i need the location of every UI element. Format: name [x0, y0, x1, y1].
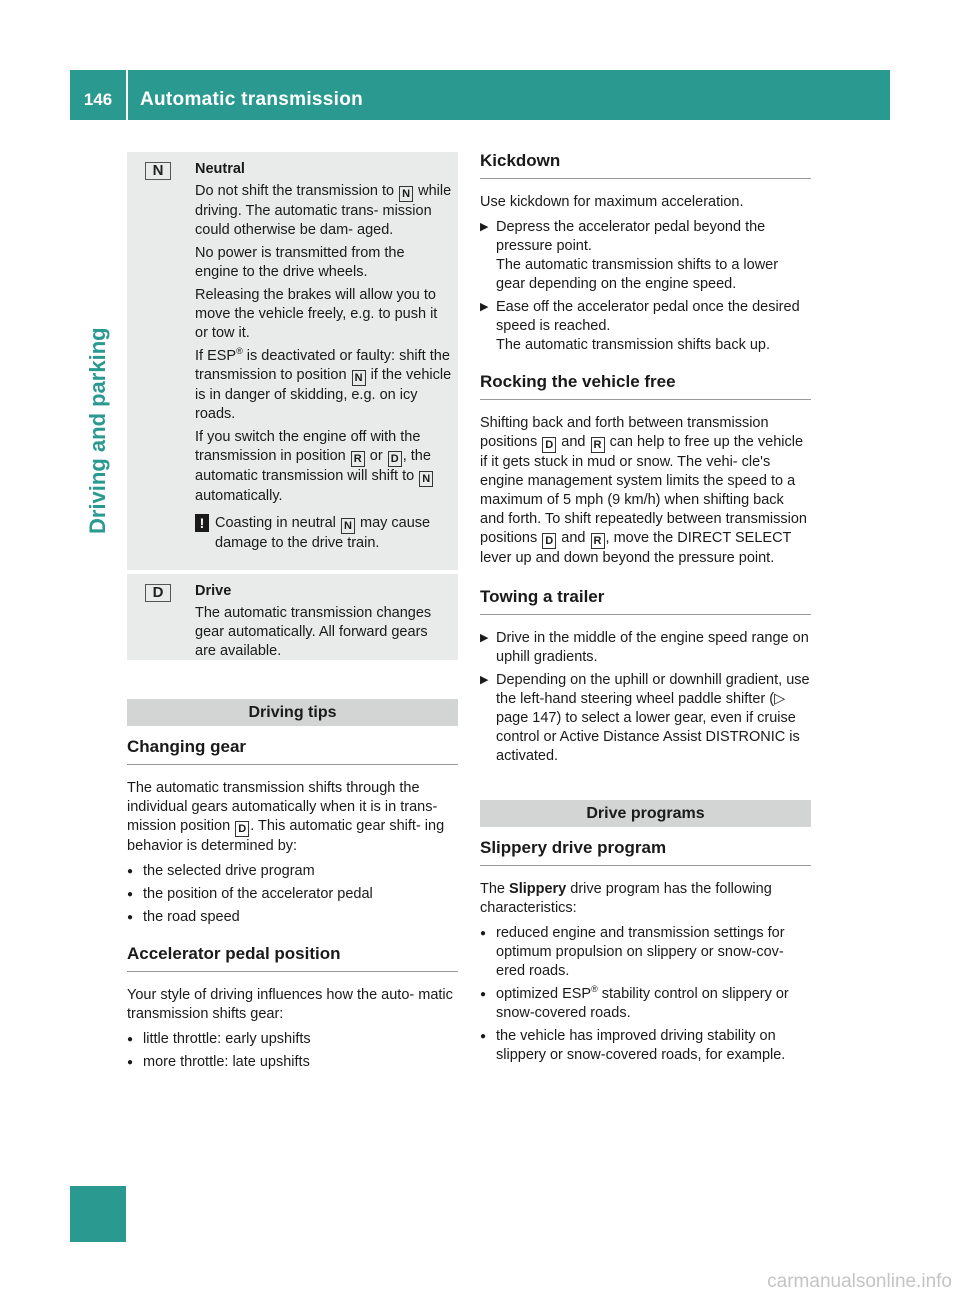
bullet-icon: ●: [127, 866, 134, 877]
gear-r-icon: R: [591, 437, 605, 453]
bullet-icon: ●: [127, 912, 134, 923]
gear-symbol-n: N: [145, 162, 171, 180]
list-item: ● little throttle: early upshifts: [127, 1031, 311, 1047]
gear-d-icon: D: [542, 533, 556, 549]
heading-towing: Towing a trailer: [480, 586, 811, 615]
gear-n-icon: N: [341, 518, 355, 534]
side-tab-block: [70, 1186, 126, 1242]
gear-title: Drive: [195, 583, 232, 599]
paragraph: Shifting back and forth between transmission positions D and R can help to free up the vehicle if it gets stuck in mud or snow. The vehi- cle's engine management system limits the speed to a maximum of 5 mph (9 km/h) when shifting back and forth. To shift repeatedly between transmission positions D and R , move the DIRECT SELECT lever up and down beyond the pressure point.: [480, 415, 807, 566]
gear-symbol-d: D: [145, 584, 171, 602]
list-item: ● optimized ESP® stability control on slippery or snow-covered roads.: [480, 984, 789, 1021]
gear-desc-neutral: [189, 152, 458, 570]
bullet-icon: ●: [127, 1034, 134, 1045]
gear-n-icon: N: [419, 471, 433, 487]
list-item: ● reduced engine and transmission settings for optimum propulsion on slippery or snow-cov- ered roads.: [480, 925, 785, 979]
arrow-icon: ▶: [480, 674, 489, 686]
gear-row-neutral: [127, 152, 458, 574]
warning-icon: !: [195, 514, 209, 532]
arrow-icon: ▶: [480, 632, 489, 644]
list-item: ● the position of the accelerator pedal: [127, 886, 373, 902]
paragraph: Your style of driving influences how the auto- matic transmission shifts gear:: [127, 987, 453, 1022]
page-number: 146: [83, 90, 113, 109]
heading-rocking: Rocking the vehicle free: [480, 371, 811, 400]
list-item: ● the selected drive program: [127, 863, 315, 879]
bullet-icon: ●: [480, 928, 487, 939]
gear-d-icon: D: [235, 821, 249, 837]
paragraph: Use kickdown for maximum acceleration.: [480, 194, 744, 210]
driving-tips-banner: Driving tips: [127, 699, 458, 726]
gear-row-drive: [127, 574, 458, 664]
page-ref-icon: ▷: [774, 691, 786, 707]
bullet-icon: ●: [480, 989, 487, 1000]
step-item: ▶ Depress the accelerator pedal beyond the pressure point. The automatic transmission shifts to a lower gear depending on the engine speed.: [480, 219, 779, 292]
footer-watermark: carmanualsonline.info: [767, 1271, 952, 1292]
gear-d-icon: D: [542, 437, 556, 453]
step-item: ▶ Drive in the middle of the engine speed range on uphill gradients.: [480, 630, 809, 665]
registered-mark: ®: [236, 346, 243, 357]
bullet-icon: ●: [480, 1031, 487, 1042]
header-divider: [126, 70, 128, 120]
gear-desc-drive: [189, 574, 458, 660]
gear-n-icon: N: [352, 370, 366, 386]
gear-title: Neutral: [195, 161, 245, 177]
heading-slippery: Slippery drive program: [480, 837, 811, 866]
heading-kickdown: Kickdown: [480, 150, 811, 179]
paragraph: If you switch the engine off with the transmission in position R or D , the automatic transmission will shift to N automatically.: [195, 428, 452, 506]
heading-changing-gear: Changing gear: [127, 736, 458, 765]
list-item: ● the vehicle has improved driving stability on slippery or snow-covered roads, for example.: [480, 1028, 786, 1063]
gear-d-icon: D: [388, 451, 402, 467]
paragraph: The automatic transmission changes gear automatically. All forward gears are available.: [195, 605, 432, 659]
paragraph: The automatic transmission shifts through the individual gears automatically when it is in trans- mission position D . This automatic gear shift- ing behavior is determined by:: [127, 780, 445, 854]
right-column: [480, 150, 811, 1069]
section-title: Automatic transmission: [140, 89, 364, 110]
gear-table: [127, 152, 458, 664]
registered-mark: ®: [591, 984, 598, 995]
list-item: ● the road speed: [127, 909, 240, 925]
gear-r-icon: R: [351, 451, 365, 467]
paragraph: Releasing the brakes will allow you to move the vehicle freely, e.g. to push it or tow it.: [195, 287, 438, 341]
paragraph: Do not shift the transmission to N while driving. The automatic trans- mission could otherwise be dam- aged.: [195, 183, 452, 238]
drive-programs-banner: Drive programs: [480, 800, 811, 827]
bullet-icon: ●: [127, 1057, 134, 1068]
arrow-icon: ▶: [480, 221, 489, 233]
paragraph: If ESP® is deactivated or faulty: shift the transmission to position N if the vehicle is in danger of skidding, e.g. on icy roads.: [195, 346, 452, 422]
arrow-icon: ▶: [480, 301, 489, 313]
paragraph: No power is transmitted from the engine to the drive wheels.: [195, 245, 405, 280]
gear-n-icon: N: [399, 186, 413, 202]
warning-note: ! Coasting in neutral N may cause damage to the drive train.: [195, 514, 452, 553]
gear-r-icon: R: [591, 533, 605, 549]
list-item: ● more throttle: late upshifts: [127, 1054, 310, 1070]
step-item: ▶ Ease off the accelerator pedal once the desired speed is reached. The automatic transmission shifts back up.: [480, 299, 800, 353]
step-item: ▶ Depending on the uphill or downhill gradient, use the left-hand steering wheel paddle shifter (▷ page 147) to select a lower gear, even if cruise control or Active Distance Assist DISTRONIC is activated.: [480, 672, 810, 764]
bullet-icon: ●: [127, 889, 134, 900]
paragraph: The Slippery drive program has the following characteristics:: [480, 881, 772, 916]
heading-accelerator-pedal: Accelerator pedal position: [127, 943, 458, 972]
side-tab-label: Driving and parking: [85, 327, 110, 534]
left-column: [127, 699, 458, 1076]
